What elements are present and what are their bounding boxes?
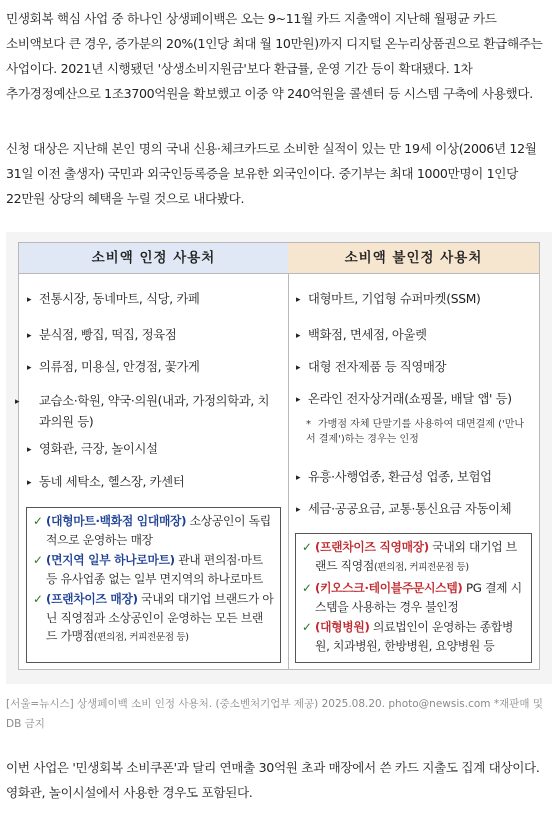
triangle-bullet-icon: ▸ bbox=[27, 363, 32, 373]
checkmark-icon: ✓ bbox=[33, 514, 43, 528]
exception-line: ✓ (프랜차이즈 직영매장) 국내외 대기업 브랜드 직영점(편의점, 커피전문점 등) bbox=[302, 540, 517, 573]
article-paragraph-3: 이번 사업은 '민생회복 소비쿠폰'과 달리 연매출 30억원 초과 매장에서 쓴 카드 지출도 집계 대상이다. 영화관, 놀이시설에서 사용한 경우도 포함된다. bbox=[6, 760, 540, 800]
article-paragraph-2: 신청 대상은 지난해 본인 명의 국내 신용·체크카드로 소비한 실적이 있는 만 19세 이상(2006년 12월 31일 이전 출생자) 국민과 외국인등록증을 보유한 외국인이다. 중기부는 최대 1000만명이 1인당 22만원 상당의 혜택을 누릴 것으로 내다봤다. bbox=[6, 141, 537, 206]
article-paragraph-1: 민생회복 핵심 사업 중 하나인 상생페이백은 오는 9~11월 카드 지출액이 지난해 월평균 카드 소비액보다 큰 경우, 증가분의 20%(1인당 최대 월 10만원)까지 디지털 온누리상품권으로 환급해주는 사업이다. 2021년 시행됐던 '상생소비지원금'보다 환급률, 운영 기간 등이 확대됐다. 1차 추가경정예산으로 1조3700억원을 확보했고 이중 약 240억원을 콜센터 등 시스템 구축에 사용했다. bbox=[6, 11, 543, 101]
triangle-bullet-icon: ▸ bbox=[27, 445, 32, 455]
checkmark-icon: ✓ bbox=[33, 592, 43, 606]
checkmark-icon: ✓ bbox=[302, 620, 312, 634]
exception-line: ✓ (면지역 일부 하나로마트) 관내 편의점·마트 등 유사업종 없는 일부 면지역의 하나로마트 bbox=[33, 553, 263, 586]
triangle-bullet-icon: ▸ bbox=[296, 395, 301, 405]
recognized-item: ▸ 교습소·학원, 약국·의원(내과, 가정의학과, 치과의원 등) bbox=[15, 394, 270, 429]
recognized-item: ▸ 의류점, 미용실, 안경점, 꽃가게 bbox=[27, 357, 280, 378]
exception-line: ✓ (프랜차이즈 매장) 국내외 대기업 브랜드가 아닌 직영점과 소상공인이 운영하는 모든 브랜드 가맹점(편의점, 커피전문점 등) bbox=[33, 592, 274, 643]
checkmark-icon: ✓ bbox=[33, 553, 43, 567]
unrecognized-exceptions-box bbox=[295, 533, 532, 663]
recognized-item: ▸ 분식점, 빵집, 떡집, 정육점 bbox=[27, 325, 280, 346]
unrecognized-item: ▸ 대형마트, 기업형 슈퍼마켓(SSM) bbox=[296, 289, 531, 310]
triangle-bullet-icon: ▸ bbox=[15, 397, 20, 407]
unrecognized-item: ▸ 대형 전자제품 등 직영매장 bbox=[296, 357, 531, 378]
checkmark-icon: ✓ bbox=[302, 581, 312, 595]
exception-line: ✓ (대형마트·백화점 임대매장) 소상공인이 독립적으로 운영하는 매장 bbox=[33, 514, 271, 547]
triangle-bullet-icon: ▸ bbox=[27, 331, 32, 341]
online-exception-note: * 가맹점 자체 단말기를 사용하여 대면결제 ('만나서 결제')하는 경우는 인정 bbox=[306, 419, 525, 445]
recognized-item: ▸ 동네 세탁소, 헬스장, 카센터 bbox=[27, 472, 280, 493]
recognized-column bbox=[15, 243, 289, 669]
unrecognized-column bbox=[288, 243, 539, 669]
unrecognized-item: ▸ 유흥·사행업종, 환금성 업종, 보험업 bbox=[296, 467, 531, 488]
recognized-header: 소비액 인정 사용처 bbox=[19, 243, 288, 274]
checkmark-icon: ✓ bbox=[302, 540, 312, 554]
infographic-figure bbox=[6, 232, 552, 684]
recognized-item: ▸ 영화관, 극장, 놀이시설 bbox=[27, 439, 280, 460]
triangle-bullet-icon: ▸ bbox=[27, 478, 32, 488]
unrecognized-header: 소비액 불인정 사용처 bbox=[288, 243, 539, 274]
usage-table bbox=[15, 242, 540, 670]
triangle-bullet-icon: ▸ bbox=[296, 473, 301, 483]
recognized-item: ▸ 전통시장, 동네마트, 식당, 카페 bbox=[27, 289, 280, 310]
triangle-bullet-icon: ▸ bbox=[296, 505, 301, 515]
exception-line: ✓ (대형병원) 의료법인이 운영하는 종합병원, 치과병원, 한방병원, 요양병원 등 bbox=[302, 620, 514, 653]
triangle-bullet-icon: ▸ bbox=[296, 295, 301, 305]
unrecognized-item: ▸ 온라인 전자상거래(쇼핑몰, 배달 앱' 등) bbox=[296, 389, 531, 410]
photo-caption: [서울=뉴시스] 상생페이백 소비 인정 사용처. (중소벤처기업부 제공) 2025.08.20. photo@newsis.com *재판매 및 DB 금지 bbox=[6, 698, 544, 730]
unrecognized-item: ▸ 세금·공공요금, 교통·통신요금 자동이체 bbox=[296, 499, 531, 520]
exception-line: ✓ (키오스크·테이블주문시스템) PG 결제 시스템을 사용하는 경우 불인정 bbox=[302, 581, 522, 614]
triangle-bullet-icon: ▸ bbox=[27, 295, 32, 305]
unrecognized-item: ▸ 백화점, 면세점, 아울렛 bbox=[296, 325, 531, 346]
recognized-exceptions-box bbox=[26, 507, 281, 663]
triangle-bullet-icon: ▸ bbox=[296, 331, 301, 341]
triangle-bullet-icon: ▸ bbox=[296, 363, 301, 373]
